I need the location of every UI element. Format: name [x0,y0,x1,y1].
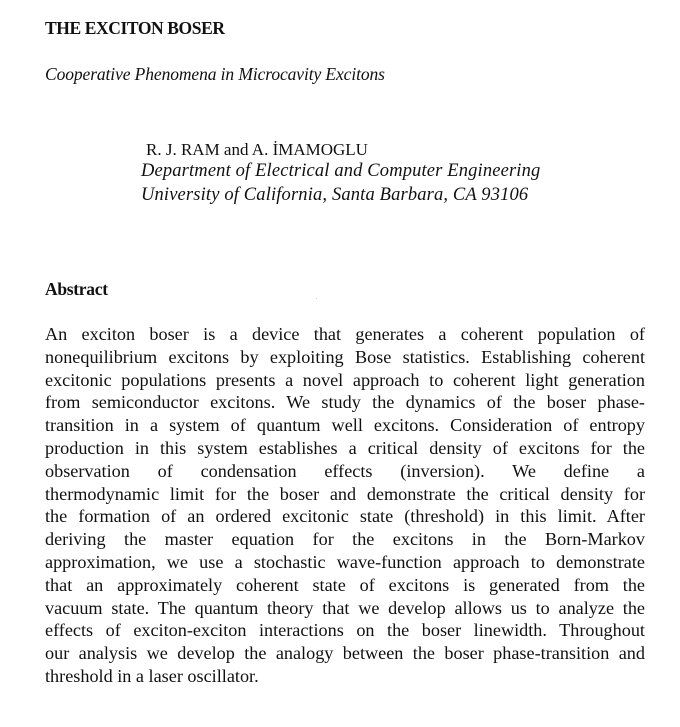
scan-speck [316,298,317,299]
abstract-line: transition in a system of quantum well excitons. Consideration of entropy [45,415,645,436]
abstract-line: production in this system establishes a critical density of excitons for the [45,437,645,458]
abstract-line: that an approximately coherent state of excitons is generated from the [45,574,645,595]
abstract-line: An exciton boser is a device that generates a coherent population of [45,324,645,344]
abstract-line: observation of condensation effects (inversion). We define a [45,460,645,481]
abstract-line: thermodynamic limit for the boser and demonstrate the critical density for [45,483,645,504]
abstract-line: approximation, we use a stochastic wave-function approach to demonstrate [45,551,645,572]
author-list: R. J. RAM and A. İMAMOGLU [146,140,368,159]
abstract-line: from semiconductor excitons. We study the dynamics of the boser phase- [45,392,645,413]
abstract-heading: Abstract [45,279,108,299]
abstract-line: nonequilibrium excitons by exploiting Bose statistics. Establishing coherent [45,346,645,367]
abstract-line: the formation of an ordered excitonic state (threshold) in this limit. After [45,506,645,527]
paper-subtitle: Cooperative Phenomena in Microcavity Excitons [45,64,385,84]
abstract-line: deriving the master equation for the excitons in the Born-Markov [45,529,645,550]
abstract-line: effects of exciton-exciton interactions on the boser linewidth. Throughout [45,620,645,641]
abstract-body [45,323,645,688]
abstract-line: threshold in a laser oscillator. [45,665,259,686]
affiliation-university: University of California, Santa Barbara, CA 93106 [141,185,529,205]
abstract-line: excitonic populations presents a novel approach to coherent light generation [45,369,645,390]
abstract-line: vacuum state. The quantum theory that we develop allows us to analyze the [45,597,645,618]
abstract-line: our analysis we develop the analogy between the boser phase-transition and [45,643,645,664]
paper-title: THE EXCITON BOSER [45,18,225,38]
affiliation-department: Department of Electrical and Computer Engineering [141,161,541,181]
